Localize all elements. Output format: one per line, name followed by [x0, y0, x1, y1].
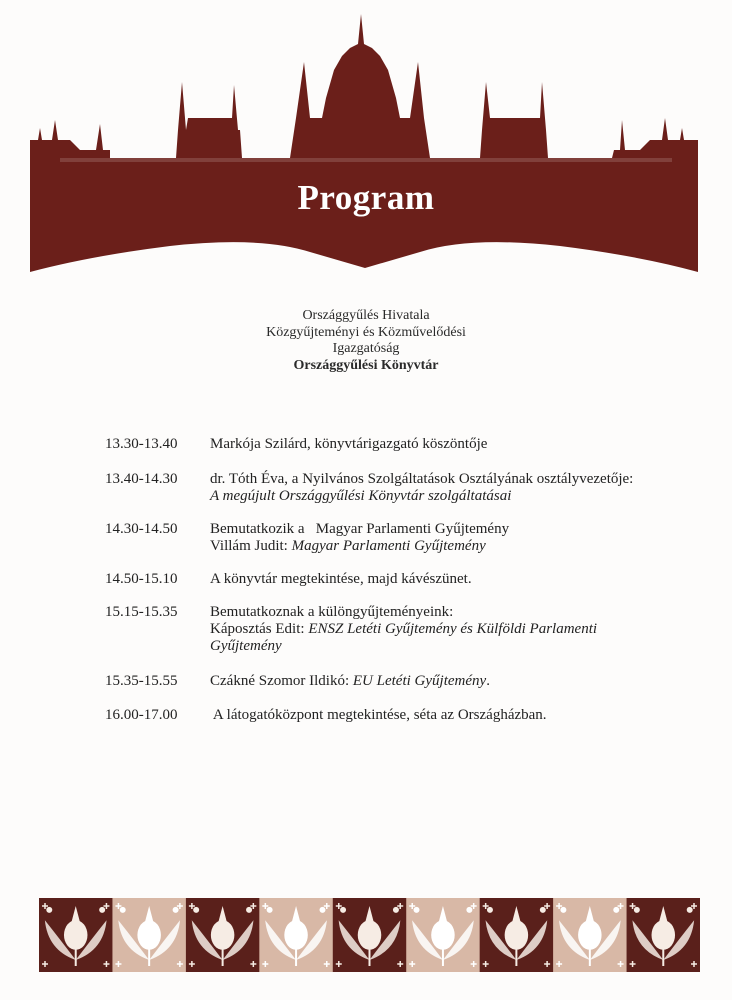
schedule-line [210, 707, 670, 724]
ornament-tile [553, 898, 627, 972]
schedule-description [210, 571, 670, 588]
page-title: Program [297, 178, 435, 217]
org-line-3: Igazgatóság [332, 341, 400, 356]
schedule-italic: Gyűjtemény [210, 638, 282, 654]
ornament-tile [627, 898, 700, 972]
schedule-text: dr. Tóth Éva, a Nyilvános Szolgáltatások Osztályának osztályvezetője: [210, 471, 634, 487]
schedule-time: 13.40-14.30 [105, 471, 178, 487]
schedule-time: 15.15-15.35 [105, 604, 178, 620]
schedule-description [210, 707, 670, 724]
schedule-line [210, 521, 670, 538]
ornament-tile [112, 898, 186, 972]
schedule-description [210, 604, 670, 655]
schedule-time: 14.50-15.10 [105, 571, 178, 587]
schedule-line [210, 471, 670, 488]
schedule-description [210, 436, 670, 453]
schedule-text: Villám Judit: [210, 538, 292, 554]
schedule-italic: ENSZ Letéti Gyűjtemény és Külföldi Parlamenti [308, 621, 598, 637]
schedule-text: Káposztás Edit: [210, 621, 309, 637]
ornament-pattern-icon [39, 898, 700, 972]
schedule-text: Markója Szilárd, könyvtárigazgató köszöntője [210, 436, 488, 452]
schedule-line [210, 488, 670, 505]
schedule-line [210, 571, 670, 588]
schedule-time: 13.30-13.40 [105, 436, 178, 452]
org-line-1: Országgyűlés Hivatala [302, 308, 430, 323]
ornament-tile [480, 898, 554, 972]
schedule-line [210, 673, 670, 690]
schedule-line [210, 621, 670, 638]
ornament-tile [259, 898, 333, 972]
org-line-4: Országgyűlési Könyvtár [293, 357, 439, 373]
ornament-tile [406, 898, 480, 972]
schedule-time: 15.35-15.55 [105, 673, 178, 689]
ornament-tile [333, 898, 407, 972]
schedule-italic: Magyar Parlamenti Gyűjtemény [291, 538, 486, 554]
schedule-text: A könyvtár megtekintése, majd kávészünet. [210, 571, 472, 587]
schedule-line [210, 538, 670, 555]
schedule-line [210, 436, 670, 453]
ornament-tile [186, 898, 260, 972]
schedule-description [210, 673, 670, 690]
schedule-description [210, 521, 670, 555]
schedule-line [210, 638, 670, 655]
schedule-text: A látogatóközpont megtekintése, séta az Országházban. [210, 707, 547, 723]
schedule-description [210, 471, 670, 505]
schedule-italic: A megújult Országgyűlési Könyvtár szolgáltatásai [210, 488, 512, 504]
schedule-text: Bemutatkoznak a különgyűjteményeink: [210, 604, 454, 620]
org-line-2: Közgyűjteményi és Közművelődési [266, 324, 466, 340]
schedule-suffix: . [486, 673, 490, 689]
ornamental-footer-border [39, 898, 700, 972]
schedule-line [210, 604, 670, 621]
schedule-text: Czákné Szomor Ildikó: [210, 673, 353, 689]
schedule-time: 14.30-14.50 [105, 521, 178, 537]
schedule-text: Bemutatkozik a Magyar Parlamenti Gyűjtemény [210, 521, 510, 537]
schedule-italic: EU Letéti Gyűjtemény [352, 673, 487, 689]
ornament-tile [39, 898, 113, 972]
schedule-time: 16.00-17.00 [105, 707, 178, 723]
